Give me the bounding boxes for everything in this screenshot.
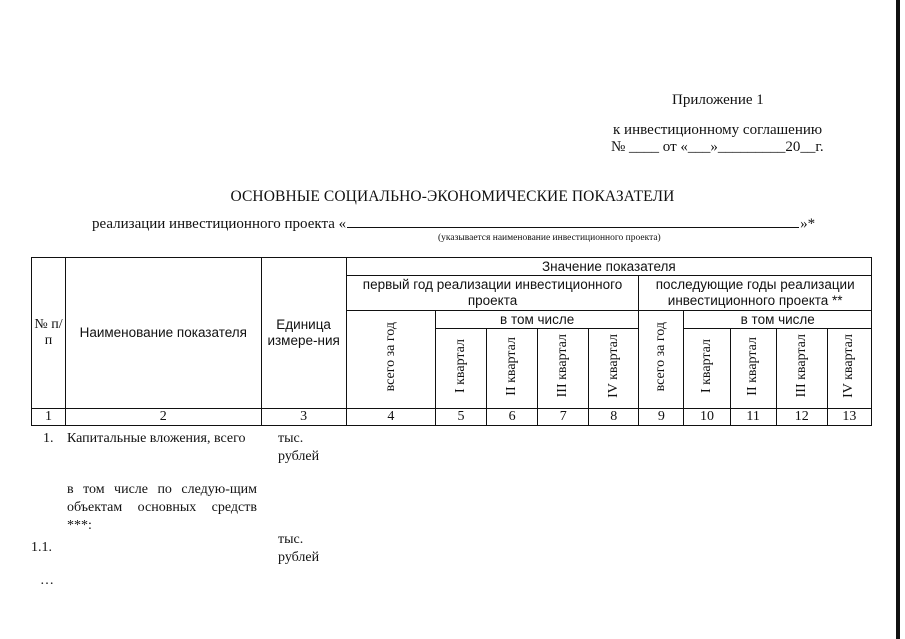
q2-label: II квартал <box>504 336 520 396</box>
page-edge-rule <box>896 0 900 639</box>
header-no: № п/п <box>32 258 66 409</box>
indicators-table <box>31 257 872 426</box>
header-q2-next <box>730 329 776 409</box>
row-1-number: 1. <box>43 431 54 446</box>
annex-number-line: № ____ от «___»_________20__г. <box>611 139 824 155</box>
header-q3-next <box>776 329 827 409</box>
col-number: 7 <box>538 409 589 426</box>
col-number: 8 <box>589 409 639 426</box>
col-number: 6 <box>487 409 538 426</box>
header-unit: Единица измере-ния <box>261 258 346 409</box>
q4-label: IV квартал <box>605 334 621 398</box>
project-suffix: »* <box>800 216 816 232</box>
col-number: 3 <box>261 409 346 426</box>
project-name-line <box>92 215 815 233</box>
header-q1-first <box>435 329 486 409</box>
col-number: 11 <box>730 409 776 426</box>
q4-label: IV квартал <box>841 334 857 398</box>
q2-label: II квартал <box>745 336 761 396</box>
header-q3-first <box>538 329 589 409</box>
header-including-1: в том числе <box>435 311 638 329</box>
row-1-name: Капитальные вложения, всего <box>67 431 246 446</box>
header-including-2: в том числе <box>684 311 872 329</box>
row-1-1-unit: тыс. рублей <box>278 532 320 565</box>
col-number: 13 <box>827 409 871 426</box>
col-number: 10 <box>684 409 730 426</box>
header-q1-next <box>684 329 730 409</box>
project-name-blank <box>347 215 799 228</box>
header-value: Значение показателя <box>346 258 871 276</box>
header-total-year-1 <box>346 311 435 409</box>
col-number: 5 <box>435 409 486 426</box>
q3-label: III квартал <box>793 334 809 398</box>
project-prefix: реализации инвестиционного проекта « <box>92 216 347 232</box>
document-title: ОСНОВНЫЕ СОЦИАЛЬНО-ЭКОНОМИЧЕСКИЕ ПОКАЗАТЕЛИ <box>230 188 675 205</box>
header-first-year: первый год реализации инвестиционного проекта <box>346 276 639 311</box>
q1-label: I квартал <box>452 338 468 394</box>
row-1-subheading: в том числе по следую-щим объектам основных средств ***: <box>67 482 257 533</box>
col-number: 1 <box>32 409 66 426</box>
q1-label: I квартал <box>699 338 714 394</box>
row-1-unit: тыс. рублей <box>278 431 320 464</box>
col-number: 9 <box>639 409 684 426</box>
col-number: 12 <box>776 409 827 426</box>
header-q2-first <box>487 329 538 409</box>
header-total-year-2-label: всего за год <box>653 322 669 392</box>
header-total-year-1-label: всего за год <box>382 322 398 392</box>
q3-label: III квартал <box>555 334 571 398</box>
header-q4-first <box>589 329 639 409</box>
header-next-years: последующие годы реализации инвестиционного проекта ** <box>639 276 872 311</box>
continuation-ellipsis: … <box>40 573 54 588</box>
header-q4-next <box>827 329 871 409</box>
header-indicator-name: Наименование показателя <box>66 258 261 409</box>
annex-title: Приложение 1 <box>672 92 764 108</box>
header-total-year-2 <box>639 311 684 409</box>
row-1-1-number: 1.1. <box>31 540 52 555</box>
project-hint: (указывается наименование инвестиционного проекта) <box>438 233 661 243</box>
col-number: 2 <box>66 409 261 426</box>
column-number-row <box>32 409 872 426</box>
col-number: 4 <box>346 409 435 426</box>
annex-subtitle: к инвестиционному соглашению <box>613 122 823 138</box>
